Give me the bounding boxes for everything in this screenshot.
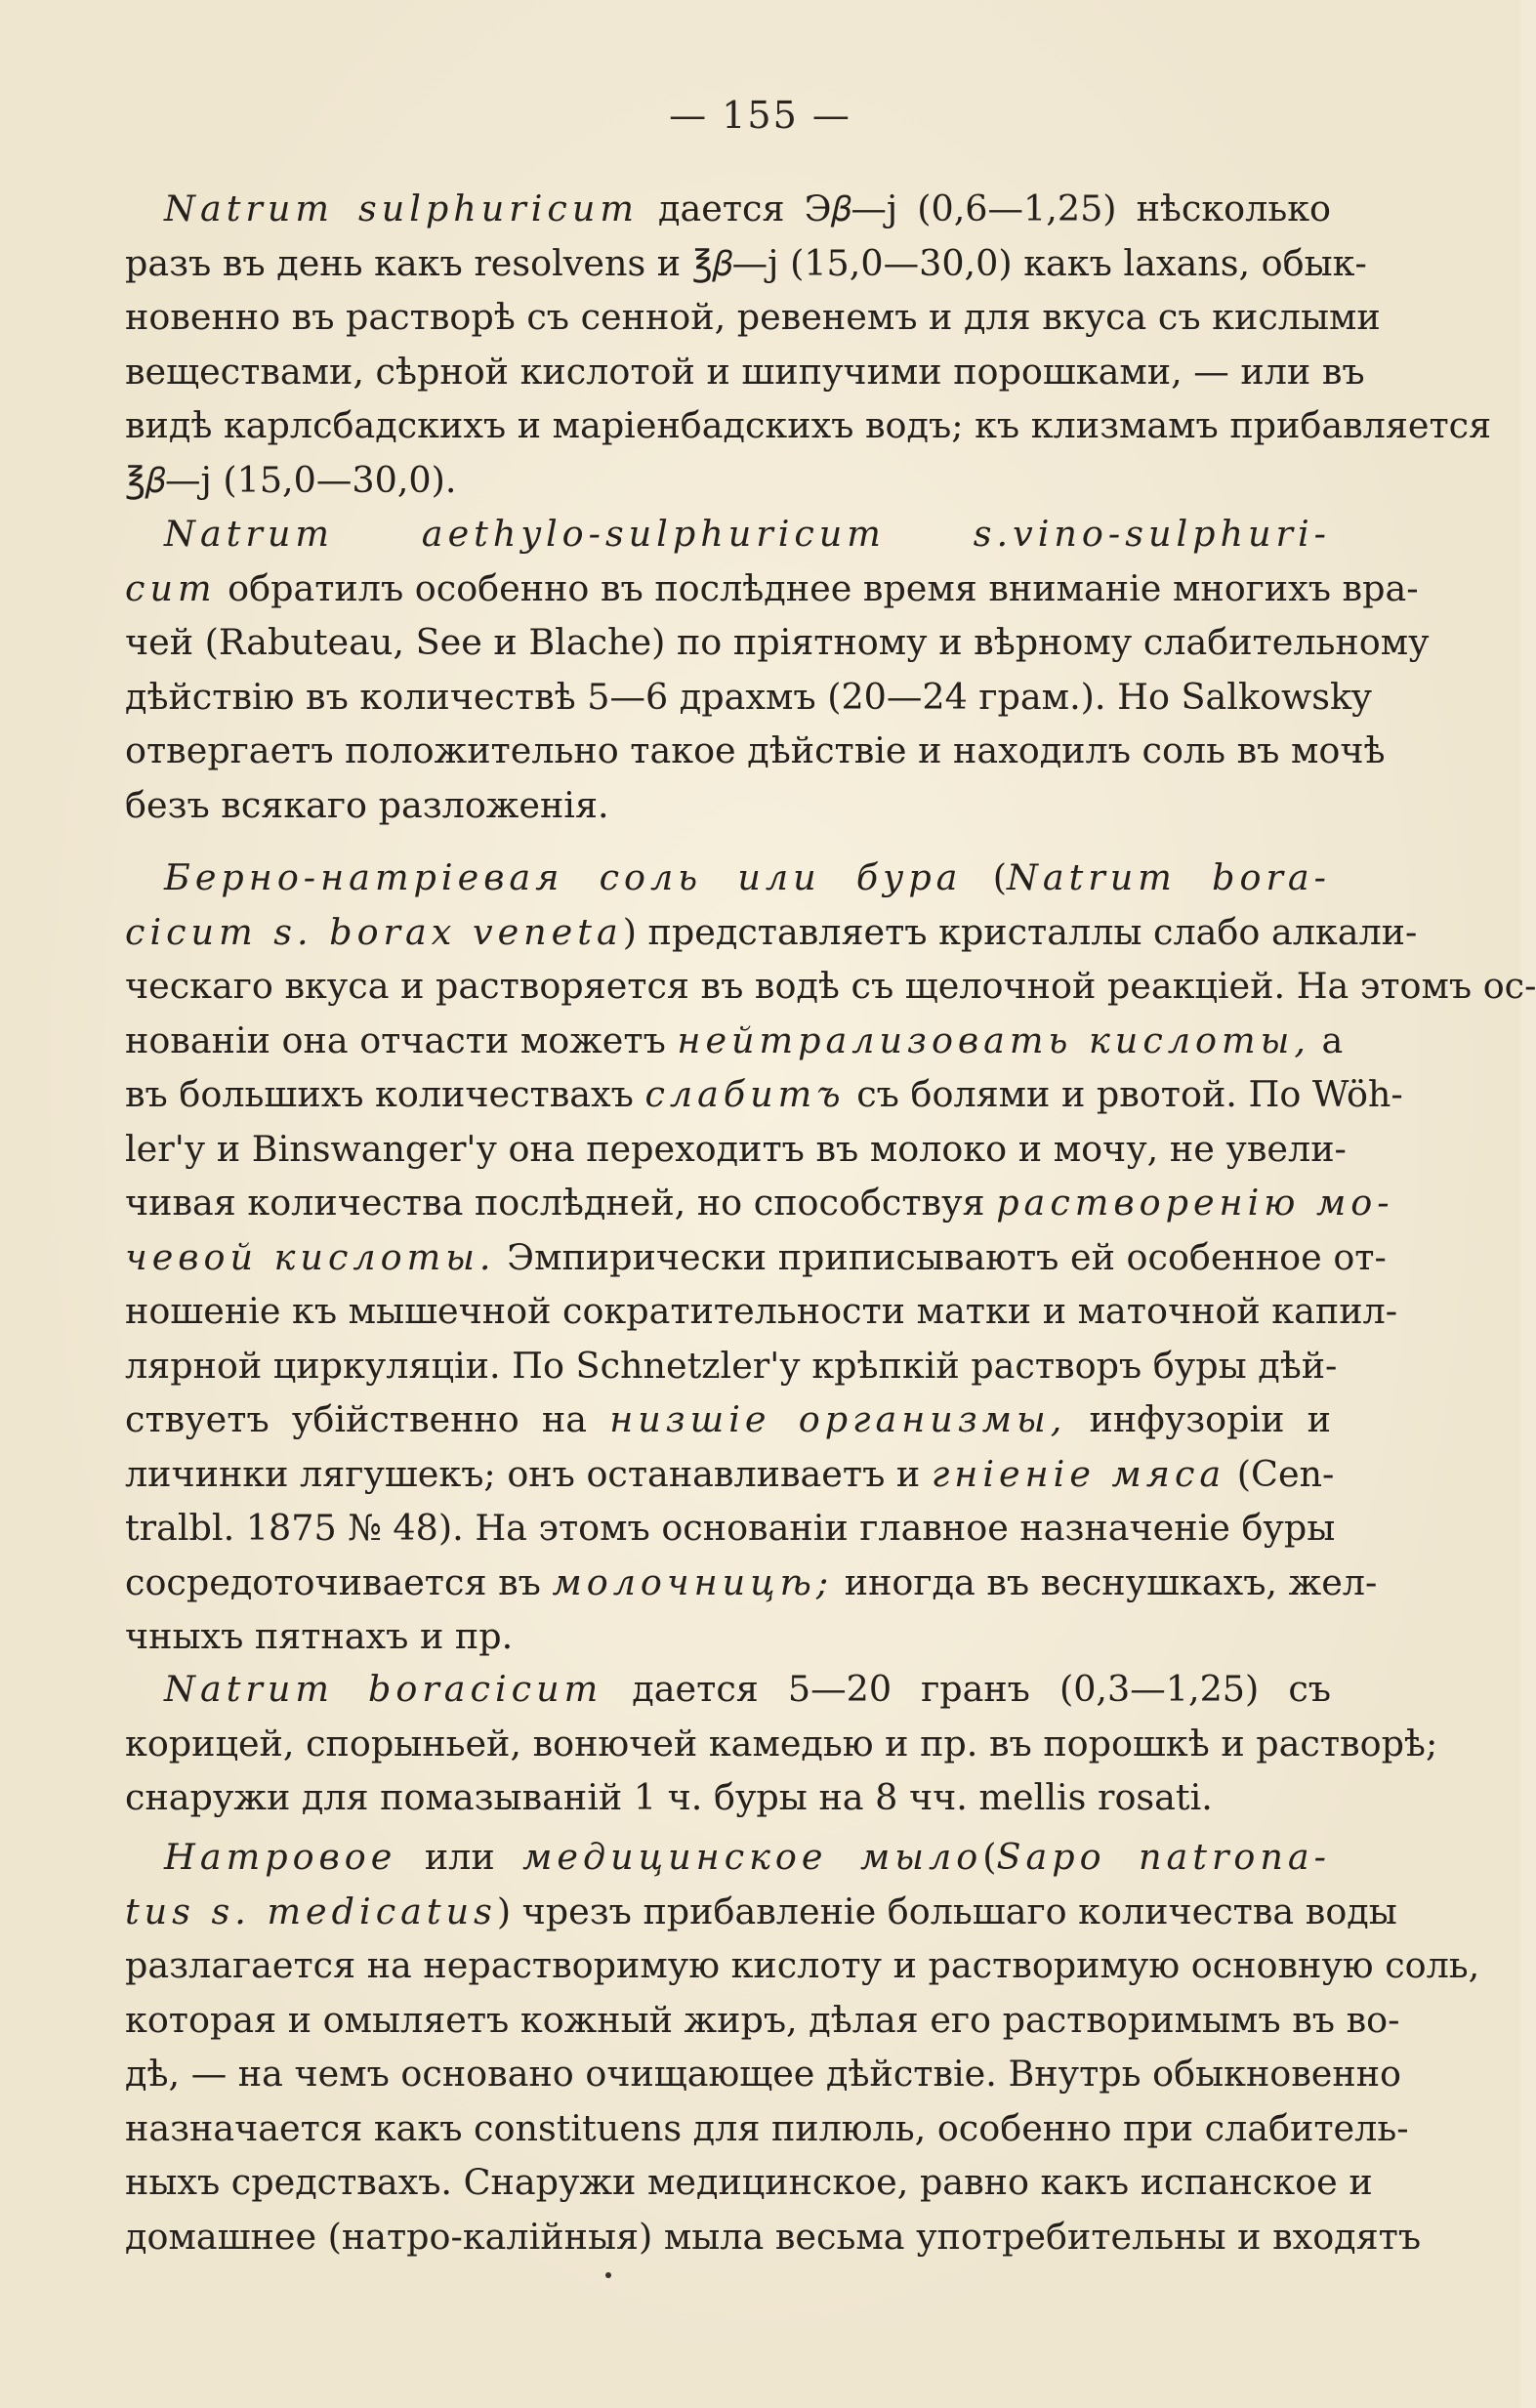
text-run: лярной циркуляціи. По Schnetzler'у крѣпкій растворъ буры дѣй- <box>125 1344 1338 1387</box>
ink-dot <box>605 2272 611 2278</box>
text-run: ( <box>982 1836 997 1878</box>
text-line <box>125 1609 1331 1664</box>
text-line <box>125 2210 1422 2264</box>
paragraph-sapo-medicatus <box>125 1830 1480 2263</box>
emphasized-term: Берно-натріевая соль или бура <box>164 856 963 898</box>
text-run: которая и омыляетъ кожный жиръ, дѣлая его растворимымъ въ во- <box>125 1998 1400 2041</box>
text-run: снаружи для помазываній 1 ч. буры на 8 чч. mellis rosati. <box>125 1776 1213 1818</box>
text-run: корицей, спорыньей, вонючей камедью и пр. въ порошкѣ и растворѣ; <box>125 1722 1438 1764</box>
text-line <box>125 1392 1331 1447</box>
text-line <box>125 1662 1331 1717</box>
text-run: веществами, сѣрной кислотой и шипучими порошками, — или въ <box>125 350 1365 393</box>
text-run: новенно въ растворѣ съ сенной, ревенемъ и для вкуса съ кислыми <box>125 296 1381 338</box>
paragraph-natrum-aethylo-sulphuricum <box>125 507 1430 832</box>
text-run: дѣ, — на чемъ основано очищающее дѣйствіе. Внутрь обыкновенно <box>125 2053 1402 2095</box>
emphasized-term: Natrum boracicum <box>164 1668 603 1710</box>
text-line <box>125 1556 1378 1610</box>
text-line <box>125 2047 1402 2101</box>
text-run: обратилъ особенно въ послѣднее время вниманіе многихъ вра- <box>216 566 1419 609</box>
emphasized-term: Natrum sulphuricum <box>164 187 639 229</box>
text-line <box>125 453 1331 508</box>
text-line <box>125 1501 1336 1556</box>
text-run: ческаго вкуса и растворяется въ водѣ съ щелочной реакціей. На этомъ ос- <box>125 965 1536 1007</box>
text-line <box>125 1122 1347 1177</box>
paragraph-natrum-boracicum <box>125 1662 1438 1825</box>
text-run: или <box>396 1836 523 1878</box>
emphasized-term: низшіе организмы, <box>609 1398 1067 1440</box>
text-run: нованіи она отчасти можетъ <box>125 1018 678 1061</box>
text-run: отвергаетъ положительно такое дѣйствіе и находилъ соль въ мочѣ <box>125 729 1386 771</box>
text-line <box>125 1447 1335 1502</box>
text-line <box>125 1339 1338 1393</box>
text-line <box>125 1014 1344 1068</box>
text-line <box>125 182 1331 236</box>
text-line <box>125 2101 1409 2156</box>
page-number: — 155 — <box>669 94 851 137</box>
text-line <box>125 1938 1480 1993</box>
text-line <box>125 670 1372 725</box>
text-run: tralbl. 1875 № 48). На этомъ основаніи главное назначеніе буры <box>125 1507 1336 1549</box>
text-line <box>125 959 1536 1014</box>
text-run: личинки лягушекъ; онъ останавливаетъ и <box>125 1452 932 1495</box>
text-run: дѣйствію въ количествѣ 5—6 драхмъ (20—24 грам.). Но Salkowsky <box>125 675 1372 718</box>
text-line <box>125 236 1367 291</box>
text-run: дается Э𝛽—j (0,6—1,25) нѣсколько <box>638 187 1331 229</box>
text-line <box>125 905 1418 960</box>
text-run: инфузоріи и <box>1066 1398 1331 1440</box>
paragraph-natrum-sulphuricum <box>125 182 1492 507</box>
text-run: назначается какъ constituens для пилюль, особенно при слабитель- <box>125 2106 1409 2149</box>
text-run: въ большихъ количествахъ <box>125 1073 645 1115</box>
text-run: ношеніе къ мышечной сократительности матки и маточной капил- <box>125 1290 1398 1332</box>
text-run: чивая количества послѣдней, но способствуя <box>125 1182 997 1224</box>
emphasized-term: нейтрализовать кислоты, <box>677 1018 1310 1061</box>
emphasized-term: cum <box>125 566 217 609</box>
emphasized-term: чевой кислоты. <box>125 1235 496 1278</box>
paragraph-borax <box>125 851 1536 1664</box>
text-line <box>125 507 1331 561</box>
text-run: ствуетъ убійственно на <box>125 1398 610 1440</box>
emphasized-term: медицинское мыло <box>522 1836 983 1878</box>
text-line <box>125 724 1386 778</box>
emphasized-term: гніеніе мяса <box>931 1452 1226 1495</box>
text-run: безъ всякаго разложенія. <box>125 783 609 826</box>
text-run: домашнее (натро-калійныя) мыла весьма употребительны и входятъ <box>125 2215 1422 2258</box>
text-run: дается 5—20 гранъ (0,3—1,25) съ <box>602 1668 1332 1710</box>
text-line <box>125 1830 1331 1885</box>
text-run: ( <box>962 856 1007 898</box>
emphasized-term: tus s. medicatus <box>125 1889 497 1932</box>
text-line <box>125 1993 1400 2048</box>
text-line <box>125 2155 1373 2210</box>
text-run: чныхъ пятнахъ и пр. <box>125 1615 514 1657</box>
text-line <box>125 778 1331 833</box>
text-line <box>125 345 1365 399</box>
text-line <box>125 1230 1387 1285</box>
text-line <box>125 1885 1397 1939</box>
text-line <box>125 1284 1398 1339</box>
text-line <box>125 561 1419 616</box>
text-line <box>125 1067 1403 1122</box>
emphasized-term: Натровое <box>164 1836 397 1878</box>
emphasized-term: слабитъ <box>644 1073 846 1115</box>
text-line <box>125 851 1331 905</box>
text-run: иногда въ веснушкахъ, жел- <box>833 1560 1378 1603</box>
emphasized-term: Sapo natrona- <box>996 1836 1331 1878</box>
text-line <box>125 290 1381 345</box>
emphasized-term: растворенію мо- <box>996 1182 1394 1224</box>
text-line <box>125 398 1492 453</box>
emphasized-term: Natrum bora- <box>1006 856 1331 898</box>
text-line <box>125 615 1430 670</box>
text-run: видѣ карлсбадскихъ и маріенбадскихъ водъ; къ клизмамъ прибавляется <box>125 404 1492 446</box>
text-run: съ болями и рвотой. По Wöh- <box>845 1073 1403 1115</box>
text-run: разлагается на нерастворимую кислоту и растворимую основную соль, <box>125 1944 1480 1986</box>
emphasized-term: Natrum aethylo-sulphuricum s.vino-sulphuri- <box>164 513 1331 555</box>
text-run: ler'у и Binswanger'у она переходитъ въ молоко и мочу, не увели- <box>125 1127 1347 1170</box>
text-run: Эмпирически приписываютъ ей особенное от- <box>495 1235 1387 1278</box>
text-line <box>125 1717 1438 1771</box>
text-line <box>125 1176 1394 1230</box>
emphasized-term: cicum s. borax veneta <box>125 910 623 953</box>
text-run: (Cen- <box>1225 1452 1335 1495</box>
text-run: а <box>1309 1018 1344 1061</box>
text-run: ℥𝛽—j (15,0—30,0). <box>125 458 457 501</box>
text-run: сосредоточивается въ <box>125 1560 553 1603</box>
text-line <box>125 1770 1331 1825</box>
emphasized-term: молочницѣ; <box>552 1560 834 1603</box>
text-run: ныхъ средствахъ. Снаружи медицинское, равно какъ испанское и <box>125 2161 1373 2203</box>
text-run: ) представляетъ кристаллы слабо алкали- <box>622 910 1418 953</box>
text-run: чей (Rabuteau, See и Blache) по пріятному и вѣрному слабительному <box>125 621 1430 663</box>
text-run: разъ въ день какъ resolvens и ℥𝛽—j (15,0—30,0) какъ laxans, обык- <box>125 241 1367 284</box>
text-run: ) чрезъ прибавленіе большаго количества воды <box>496 1889 1397 1932</box>
